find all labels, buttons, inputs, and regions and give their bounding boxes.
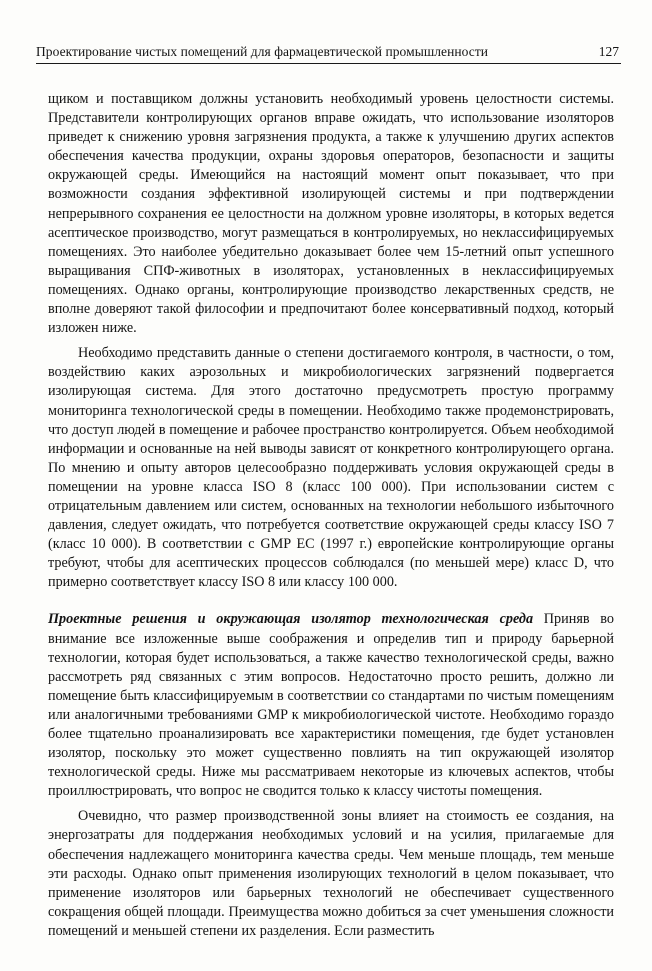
page-body (48, 90, 614, 941)
paragraph-design-solutions-text: Приняв во внимание все изложенные выше соображения и определив тип и природу барьерной технологии, которая будет использоваться, а также качество технологической среды, важно рассмотреть ряд связанных с этим вопросов. Недостаточно просто решить, должно ли помещение быть классифицируемым в соответствии со стандартами по чистым помещениям или аналогичными требованиями GMP к микробиологической чистоте. Необходимо гораздо более тщательно проанализировать все характеристики помещения, где будет установлен изолятор, поскольку это может существенно повлиять на тип окружающей изолятор технологической среды. Ниже мы рассматриваем некоторые из ключевых аспектов, чтобы проиллюстрировать, что вопрос не сводится только к классу чистоты помещения. (48, 611, 614, 800)
paragraph-design-solutions (48, 610, 614, 801)
paragraph-production-area: Очевидно, что размер производственной зоны влияет на стоимость ее создания, на энергозатраты для поддержания необходимых условий и на усилия, прилагаемые для обеспечения надлежащего мониторинга качества среды. Чем меньше площадь, тем меньше эти расходы. Однако опыт применения изолирующих технологий в целом показывает, что применение изоляторов или барьерных технологий не обеспечивает существенного сокращения общей площади. Преимущества можно добиться за счет уменьшения сложности помещений и меньшей степени их разделения. Если разместить (48, 808, 614, 939)
running-header-title: Проектирование чистых помещений для фармацевтической промышленности (36, 44, 489, 59)
paragraph-continuation: щиком и поставщиком должны установить необходимый уровень целостности системы. Представители контролирующих органов вправе ожидать, что использование изоляторов приведет к снижению уровня загрязнения продукта, а также к улучшению других аспектов обеспечения качества продукции, охраны здоровья операторов, безопасности и защиты окружающей среды. Имеющийся на настоящий момент опыт показывает, что при возможности создания эффективной изолирующей системы и при подтверждении непрерывного сохранения ее целостности на должном уровне изоляторы, в которых ведется асептическое производство, могут размещаться в контролируемых, но неклассифицируемых помещениях. Это наиболее убедительно доказывает более чем 15-летний опыт успешного выращивания СПФ-животных в изоляторах, установленных в неклассифицируемых помещениях. Однако органы, контролирующие производство лекарственных средств, не вполне доверяют такой философии и предпочитают более консервативный подход, который изложен ниже. (48, 91, 614, 337)
page-number: 127 (598, 44, 619, 59)
paragraph-environment-control: Необходимо представить данные о степени достигаемого контроля, в частности, о том, воздействию каких аэрозольных и микробиологических загрязнений подвергается изолирующая система. Для этого достаточно предусмотреть простую программу мониторинга технологической среды в помещении. Необходимо также продемонстрировать, что доступ людей в помещение и рабочее пространство контролируется. Объем необходимой информации и основанные на ней выводы зависят от конкретного контролирующего органа. По мнению и опыту авторов целесообразно поддерживать условия окружающей среды в помещении на уровне класса ISO 8 (класс 100 000). При использовании систем с отрицательным давлением или систем, основанных на технологии небольшого избыточного давления, следует ожидать, что потребуется соответствие окружающей среды классу ISO 7 (класс 10 000). В соответствии с GMP ЕС (1997 г.) европейские контролирующие органы требуют, чтобы для асептических процессов соблюдался (по меньшей мере) класс D, что примерно соответствует классу ISO 8 или классу 100 000. (48, 345, 614, 591)
running-header (36, 40, 621, 64)
section-run-in-heading: Проектные решения и окружающая изолятор технологическая среда (48, 611, 534, 628)
